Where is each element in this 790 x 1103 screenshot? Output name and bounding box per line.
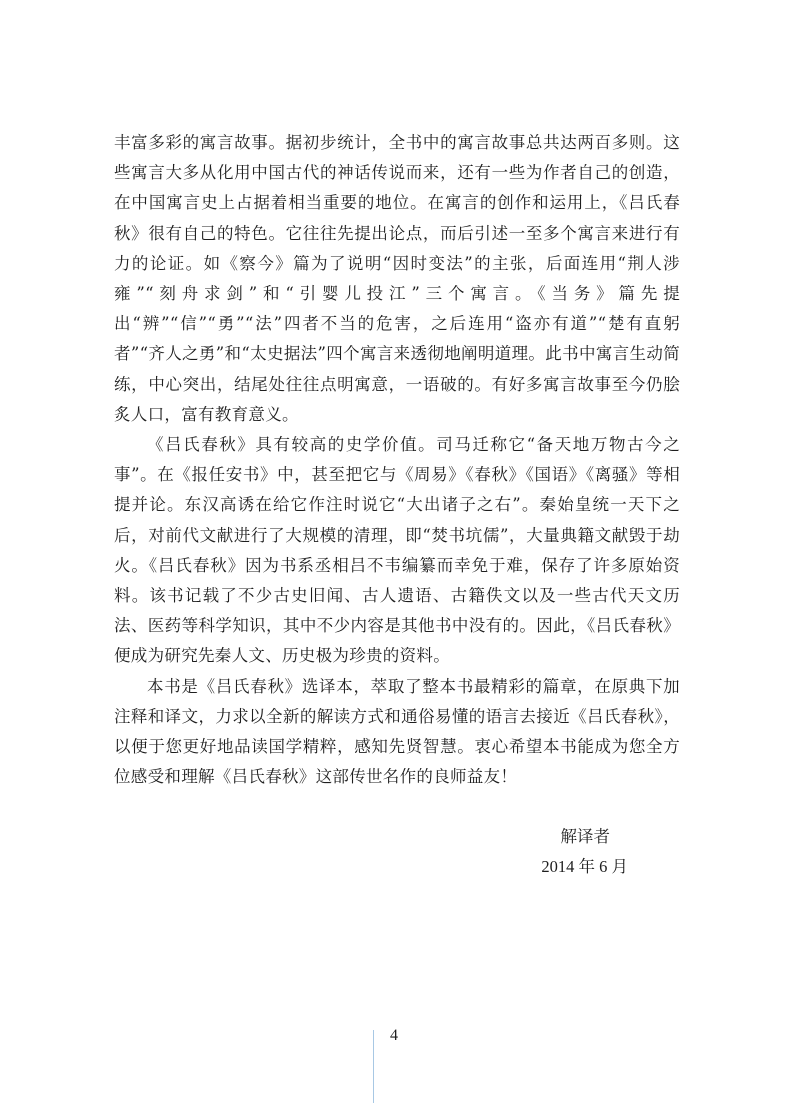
footer-divider	[373, 1030, 374, 1103]
body-text	[114, 128, 680, 792]
paragraph-continuation: 丰富多彩的寓言故事。据初步统计，全书中的寓言故事总共达两百多则。这些寓言大多从化用中国古代的神话传说而来，还有一些为作者自己的创造，在中国寓言史上占据着相当重要的地位。在寓言的创作和运用上，《吕氏春秋》很有自己的特色。它往往先提出论点，而后引述一至多个寓言来进行有力的论证。如《察今》篇为了说明“因时变法”的主张，后面连用“荆人涉雍”“刻舟求剑”和“引婴儿投江”三个寓言。《当务》篇先提出“辨”“信”“勇”“法”四者不当的危害，之后连用“盗亦有道”“楚有直躬者”“齐人之勇”和“太史据法”四个寓言来透彻地阐明道理。此书中寓言生动简练，中心突出，结尾处往往点明寓意，一语破的。有好多寓言故事至今仍脍炙人口，富有教育意义。	[114, 133, 680, 424]
paragraph-historical-value: 《吕氏春秋》具有较高的史学价值。司马迁称它“备天地万物古今之事”。在《报任安书》中，甚至把它与《周易》《春秋》《国语》《离骚》等相提并论。东汉高诱在给它作注时说它“大出诸子之右”。秦始皇统一天下之后，对前代文献进行了大规模的清理，即“焚书坑儒”，大量典籍文献毁于劫火。《吕氏春秋》因为书系丞相吕不韦编纂而幸免于难，保存了许多原始资料。该书记载了不少古史旧闻、古人遗语、古籍佚文以及一些古代天文历法、医药等科学知识，其中不少内容是其他书中没有的。因此，《吕氏春秋》便成为研究先秦人文、历史极为珍贵的资料。	[114, 435, 680, 666]
page-number: 4	[390, 1027, 398, 1044]
paragraph-book-purpose: 本书是《吕氏春秋》选译本，萃取了整本书最精彩的篇章，在原典下加注释和译文，力求以全新的解读方式和通俗易懂的语言去接近《吕氏春秋》，以便于您更好地品读国学精粹，感知先贤智慧。衷心希望本书能成为您全方位感受和理解《吕氏春秋》这部传世名作的良师益友！	[114, 676, 680, 787]
signature-translator: 解译者	[560, 827, 610, 846]
signature-date: 2014 年 6 月	[541, 857, 628, 876]
